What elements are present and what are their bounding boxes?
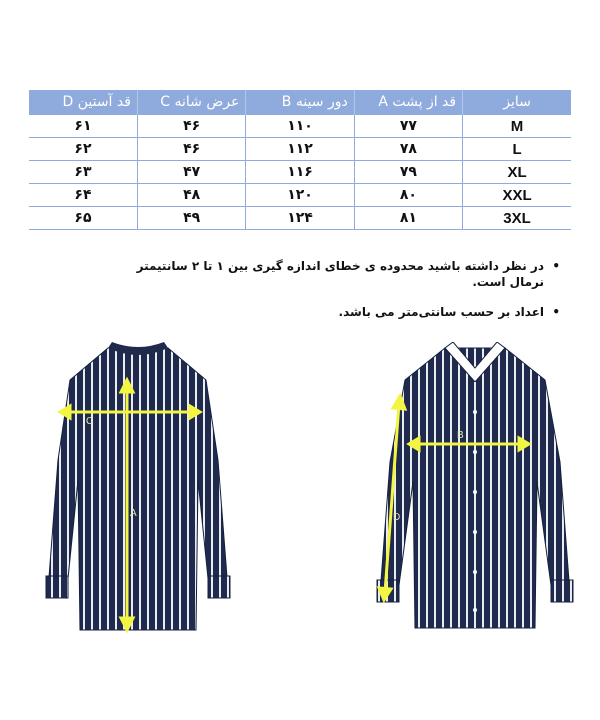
shirt-front-diagram — [365, 342, 585, 632]
cell-size: XL — [463, 161, 571, 184]
cell-chest: ۱۱۶ — [246, 161, 354, 184]
table-header-row — [29, 90, 571, 115]
cell-size: L — [463, 138, 571, 161]
cell-back-length: ۸۱ — [354, 207, 462, 230]
bullet-icon: • — [552, 259, 560, 273]
cell-back-length: ۷۹ — [354, 161, 462, 184]
shirt-back-diagram — [38, 340, 238, 640]
cell-chest: ۱۲۰ — [246, 184, 354, 207]
cell-sleeve: ۶۱ — [29, 115, 137, 138]
label-b: B — [457, 430, 464, 441]
table-row — [29, 207, 571, 230]
right-cuff — [551, 580, 573, 602]
label-a: A — [130, 508, 137, 519]
shirt-back-body — [48, 348, 228, 630]
cell-shoulder: ۴۸ — [137, 184, 245, 207]
cell-size: M — [463, 115, 571, 138]
size-chart-table — [29, 90, 571, 230]
table-row — [29, 138, 571, 161]
header-sleeve: قد آستین D — [29, 90, 137, 115]
header-chest: دور سینه B — [246, 90, 354, 115]
table-row — [29, 161, 571, 184]
cell-back-length: ۷۷ — [354, 115, 462, 138]
cell-shoulder: ۴۶ — [137, 138, 245, 161]
note-text: اعداد بر حسب سانتی‌متر می باشد. — [338, 305, 544, 319]
cell-sleeve: ۶۲ — [29, 138, 137, 161]
cell-shoulder: ۴۷ — [137, 161, 245, 184]
cell-shoulder: ۴۹ — [137, 207, 245, 230]
cell-chest: ۱۱۲ — [246, 138, 354, 161]
cell-sleeve: ۶۵ — [29, 207, 137, 230]
label-c: C — [86, 416, 94, 427]
cell-sleeve: ۶۴ — [29, 184, 137, 207]
note-text: در نظر داشته باشید محدوده ی خطای اندازه گیری بین ۱ تا ۲ سانتیمتر نرمال است. — [136, 259, 544, 289]
cell-chest: ۱۲۴ — [246, 207, 354, 230]
note-item — [100, 258, 560, 290]
table-row — [29, 184, 571, 207]
header-back-length: قد از پشت A — [354, 90, 462, 115]
note-item — [100, 304, 560, 320]
cell-sleeve: ۶۳ — [29, 161, 137, 184]
table-row — [29, 115, 571, 138]
cell-shoulder: ۴۶ — [137, 115, 245, 138]
cell-size: 3XL — [463, 207, 571, 230]
cell-chest: ۱۱۰ — [246, 115, 354, 138]
cell-size: XXL — [463, 184, 571, 207]
bullet-icon: • — [552, 305, 560, 319]
right-cuff — [208, 576, 230, 598]
cell-back-length: ۸۰ — [354, 184, 462, 207]
header-shoulder: عرض شانه C — [137, 90, 245, 115]
cell-back-length: ۷۸ — [354, 138, 462, 161]
left-cuff — [46, 576, 68, 598]
header-size: سایز — [463, 90, 571, 115]
arrow-head-icon — [60, 406, 70, 418]
label-d: D — [393, 512, 401, 523]
notes-list — [100, 258, 560, 334]
